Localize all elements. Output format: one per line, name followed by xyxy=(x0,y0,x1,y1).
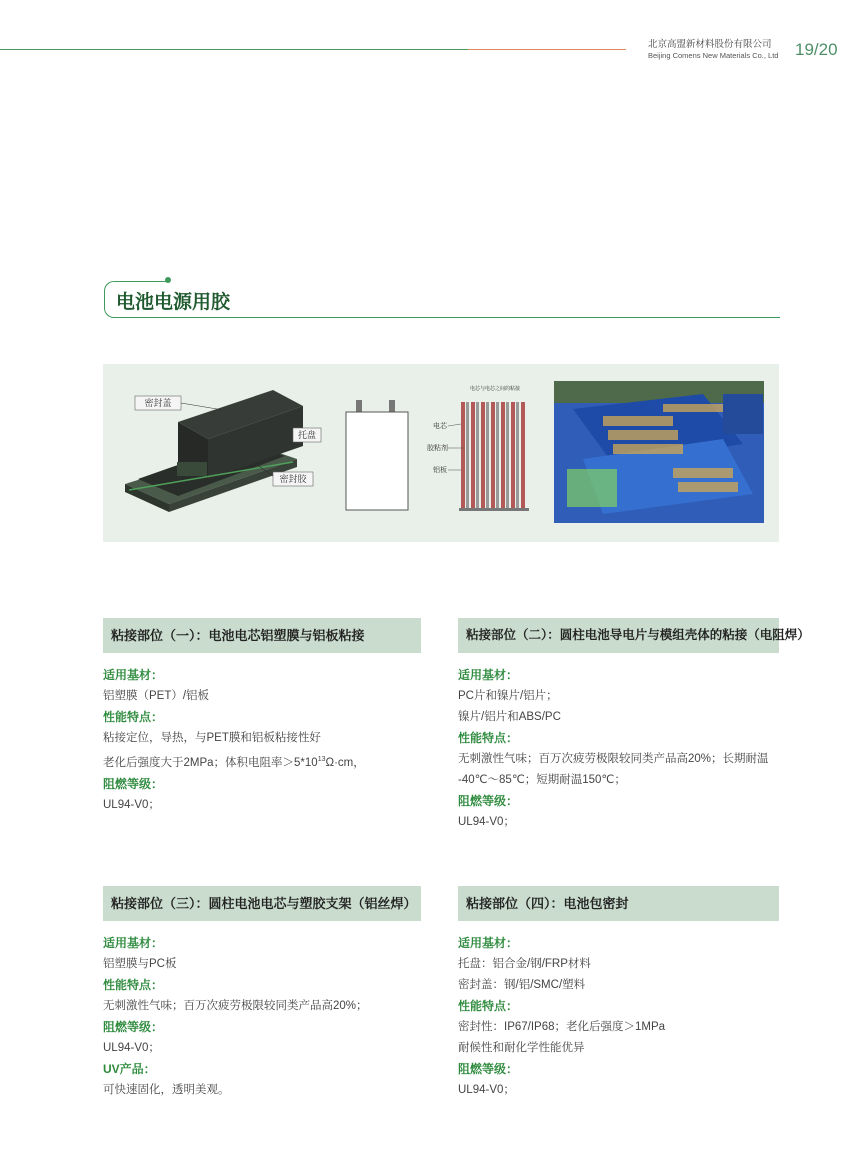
company-name xyxy=(648,39,778,61)
section-2-performance-label: 性能特点： xyxy=(458,731,519,745)
section-4-substrate-2: 密封盖：钢/铝/SMC/塑料 xyxy=(458,979,586,991)
section-3-uv-text: 可快速固化，透明美观。 xyxy=(103,1084,230,1096)
section-1 xyxy=(103,618,421,816)
section-1-performance-1: 粘接定位，导热，与PET膜和铝板粘接性好 xyxy=(103,732,321,744)
section-3 xyxy=(103,886,421,1101)
section-3-substrate: 铝塑膜与PC板 xyxy=(103,958,177,970)
section-1-fire-label: 阻燃等级： xyxy=(103,776,164,791)
section-3-fire-label: 阻燃等级： xyxy=(103,1020,164,1034)
section-2-substrate-1: PC片和镍片/铝片； xyxy=(458,690,558,702)
section-3-fire-rating: UL94-V0； xyxy=(103,1042,160,1054)
cell-bond-label: 电芯与电芯之间的粘接 xyxy=(469,386,521,392)
section-3-performance-1: 无刺激性气味；百万次疲劳极限较同类产品高20%； xyxy=(103,1000,368,1012)
section-2-performance-2: -40℃～85℃；短期耐温150℃； xyxy=(458,774,626,786)
section-1-exponent: 13 xyxy=(317,756,326,763)
adhesive-label: 胶粘剂 xyxy=(427,445,448,452)
seal-cover-label: 密封盖 xyxy=(144,398,172,408)
sealant-label: 密封胶 xyxy=(279,474,307,484)
header-rule-orange xyxy=(468,49,626,50)
section-1-fire-rating: UL94-V0； xyxy=(103,798,160,811)
section-1-heading: 粘接部位（一）：电池电芯铝塑膜与铝板粘接 xyxy=(103,618,421,653)
pouch-cell-illustration xyxy=(346,400,408,510)
section-2 xyxy=(458,618,810,833)
section-4 xyxy=(458,886,779,1101)
section-3-performance-label: 性能特点： xyxy=(103,978,164,992)
section-2-heading: 粘接部位（二）：圆柱电池导电片与模组壳体的粘接（电阻焊） xyxy=(458,618,779,653)
company-name-en: Beijing Comens New Materials Co., Ltd xyxy=(648,51,779,60)
section-4-performance-1: 密封性：IP67/IP68；老化后强度＞1MPa xyxy=(458,1021,666,1033)
section-1-performance-2 xyxy=(103,749,421,774)
section-1-performance-2b: Ω·cm， xyxy=(325,756,365,769)
section-3-uv-label: UV产品： xyxy=(103,1062,156,1076)
section-2-fire-rating: UL94-V0； xyxy=(458,816,515,828)
section-4-performance-2: 耐候性和耐化学性能优异 xyxy=(458,1042,585,1054)
al-plate-label: 铝板 xyxy=(433,467,447,474)
page-number: 19/20 xyxy=(795,40,838,59)
tray-label: 托盘 xyxy=(297,430,317,440)
section-4-substrate-label: 适用基材： xyxy=(458,936,519,950)
section-2-substrate-label: 适用基材： xyxy=(458,668,519,682)
section-3-heading: 粘接部位（三）：圆柱电池电芯与塑胶支架（铝丝焊） xyxy=(103,886,421,921)
section-1-performance-2a: 老化后强度大于2MPa；体积电阻率＞5*10 xyxy=(103,756,318,769)
header-rule-green xyxy=(0,49,468,50)
page-title: 电池电源用胶 xyxy=(116,292,231,313)
section-4-fire-rating: UL94-V0； xyxy=(458,1084,515,1096)
section-2-performance-1: 无刺激性气味；百万次疲劳极限较同类产品高20%；长期耐温 xyxy=(458,753,769,765)
section-4-heading: 粘接部位（四）：电池包密封 xyxy=(458,886,779,921)
section-3-substrate-label: 适用基材： xyxy=(103,936,164,950)
title-dot-icon xyxy=(165,277,171,283)
section-2-fire-label: 阻燃等级： xyxy=(458,794,519,808)
section-1-substrate: 铝塑膜（PET）/铝板 xyxy=(103,690,210,702)
battery-module-photo xyxy=(554,381,764,523)
cell-stack-illustration xyxy=(459,402,529,511)
section-4-fire-label: 阻燃等级： xyxy=(458,1062,519,1076)
section-4-substrate-1: 托盘：铝合金/钢/FRP材料 xyxy=(458,958,591,970)
company-name-cn: 北京高盟新材料股份有限公司 xyxy=(648,39,772,50)
section-1-performance-label: 性能特点： xyxy=(103,710,164,724)
battery-figure xyxy=(103,364,779,542)
battery-illustrations xyxy=(103,364,779,542)
section-2-substrate-2: 镍片/铝片和ABS/PC xyxy=(458,711,561,723)
cell-label: 电芯 xyxy=(433,423,447,430)
section-1-substrate-label: 适用基材： xyxy=(103,668,164,682)
section-4-performance-label: 性能特点： xyxy=(458,999,519,1013)
